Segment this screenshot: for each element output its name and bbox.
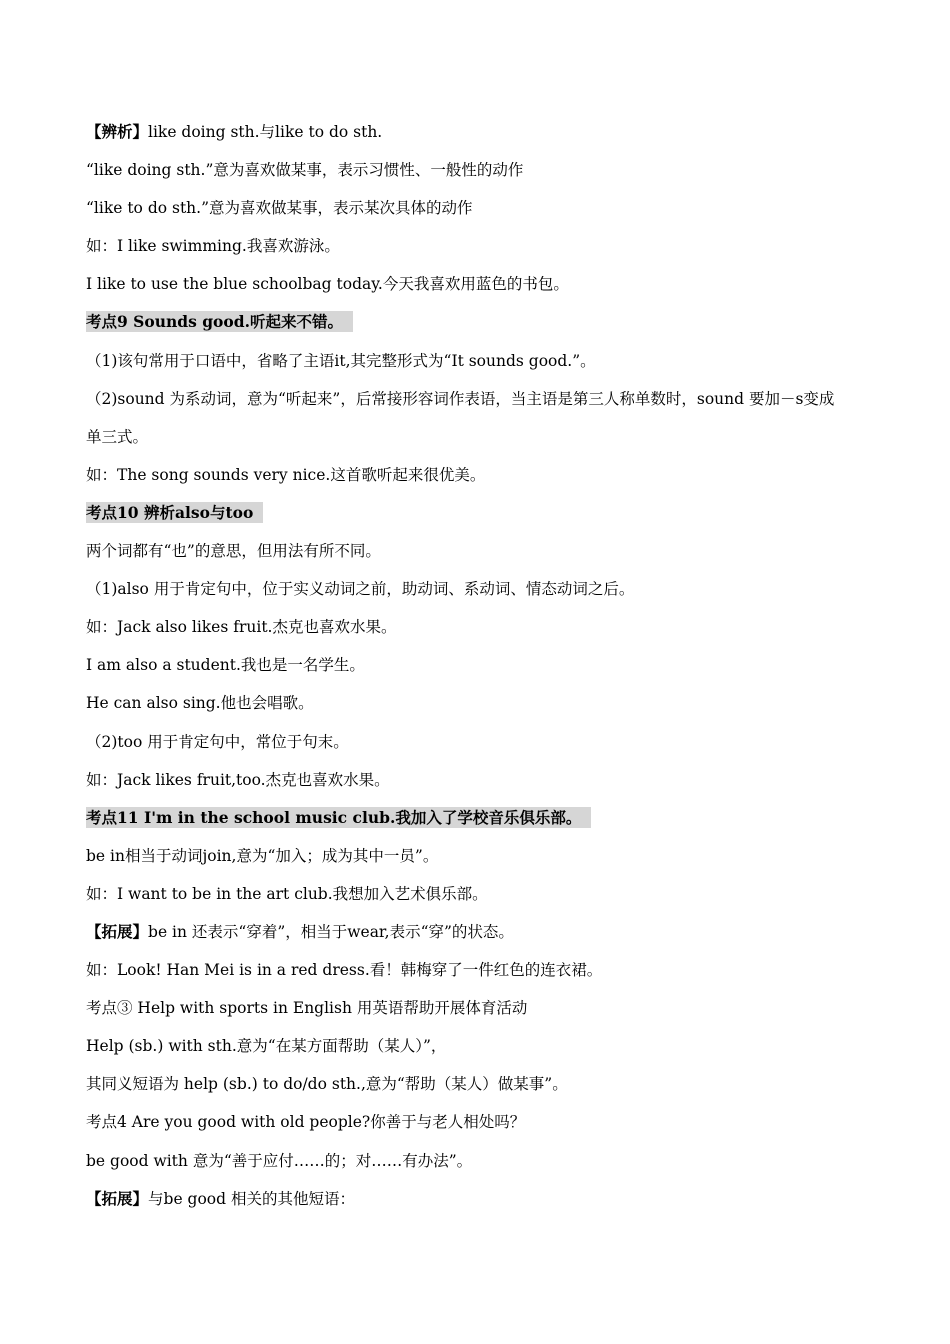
text-line: （1)also 用于肯定句中，位于实义动词之前，助动词、系动词、情态动词之后。: [86, 580, 635, 599]
section-heading: [86, 804, 876, 842]
section-heading: [86, 499, 876, 537]
text-line: 如：Jack likes fruit,too.杰克也喜欢水果。: [86, 770, 390, 789]
text-line: 如：I like swimming.我喜欢游泳。: [86, 237, 340, 256]
kaodian-10-heading: 考点10 辨析also与too: [86, 502, 263, 523]
text-line: 其同义短语为 help (sb.) to do/do sth.,意为“帮助（某人）做某事”。: [86, 1075, 568, 1094]
text-line: I like to use the blue schoolbag today.今天我喜欢用蓝色的书包。: [86, 275, 569, 294]
line-text: be in 还表示“穿着”，相当于wear,表示“穿”的状态。: [148, 922, 514, 941]
text-line: “like to do sth.”意为喜欢做某事，表示某次具体的动作: [86, 199, 473, 218]
text-line: He can also sing.他也会唱歌。: [86, 694, 314, 713]
text-line: be good with 意为“善于应付……的；对……有办法”。: [86, 1151, 473, 1170]
text-line: （2)sound 为系动词，意为“听起来”，后常接形容词作表语，当主语是第三人称单数时，sound 要加－s变成: [86, 389, 835, 408]
kaodian-11-heading: 考点11 I'm in the school music club.我加入了学校音乐俱乐部。: [86, 807, 591, 828]
text-line: 单三式。: [86, 427, 149, 446]
section-heading: [86, 308, 876, 346]
kaodian-9-heading: 考点9 Sounds good.听起来不错。: [86, 311, 353, 332]
tuozhan-label: 【拓展】: [86, 1188, 149, 1208]
line-text: like doing sth.与like to do sth.: [148, 123, 383, 141]
text-line: 如：I want to be in the art club.我想加入艺术俱乐部。: [86, 884, 488, 903]
tuozhan-label: 【拓展】: [86, 921, 149, 941]
text-line: 考点4 Are you good with old people?你善于与老人相处吗？: [86, 1113, 526, 1132]
document-page: [86, 118, 876, 1223]
text-line: 如：Look! Han Mei is in a red dress.看！韩梅穿了一件红色的连衣裙。: [86, 961, 603, 980]
bianxi-label: 【辨析】: [86, 122, 149, 141]
text-line: 两个词都有“也”的意思，但用法有所不同。: [86, 542, 381, 561]
text-line: Help (sb.) with sth.意为“在某方面帮助（某人）”，: [86, 1037, 447, 1056]
text-line: [86, 1185, 876, 1223]
text-line: “like doing sth.”意为喜欢做某事，表示习惯性、一般性的动作: [86, 161, 524, 180]
text-line: （1)该句常用于口语中，省略了主语it,其完整形式为“It sounds good.”。: [86, 351, 596, 370]
text-line: 考点③ Help with sports in English 用英语帮助开展体育活动: [86, 999, 528, 1018]
line-text: 与be good 相关的其他短语：: [148, 1189, 355, 1208]
text-line: [86, 118, 876, 156]
text-line: I am also a student.我也是一名学生。: [86, 656, 365, 675]
text-line: （2)too 用于肯定句中，常位于句末。: [86, 732, 349, 751]
text-line: be in相当于动词join,意为“加入；成为其中一员”。: [86, 846, 439, 865]
text-line: 如：Jack also likes fruit.杰克也喜欢水果。: [86, 618, 397, 637]
text-line: 如：The song sounds very nice.这首歌听起来很优美。: [86, 465, 486, 484]
text-line: [86, 918, 876, 956]
